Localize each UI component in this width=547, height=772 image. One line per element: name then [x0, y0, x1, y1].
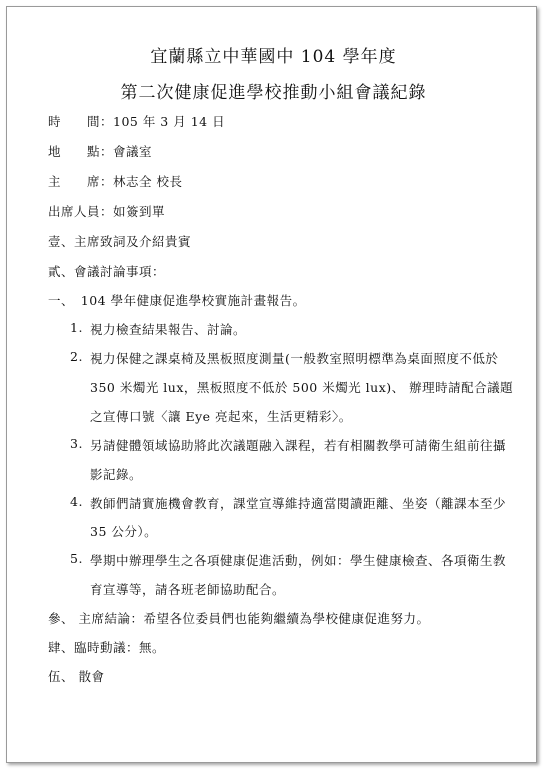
list-item-text: 另請健體領域協助將此次議題融入課程，若有相關教學可請衛生組前往攝	[90, 438, 507, 453]
meeting-attendees: 出席人員：如簽到單	[48, 204, 166, 219]
list-item-number: 2.	[70, 349, 83, 364]
list-item-number: 3.	[70, 436, 83, 451]
list-item-text: 學期中辦理學生之各項健康促進活動，例如：學生健康檢查、各項衛生教	[90, 553, 507, 568]
list-item-text: 影記錄。	[90, 467, 143, 482]
list-item-number: 1.	[70, 320, 83, 335]
section-2-sub-1: 一、 104 學年健康促進學校實施計畫報告。	[48, 293, 306, 308]
list-item-text: 視力檢查結果報告、討論。	[90, 322, 247, 337]
meeting-time: 時 間：105 年 3 月 14 日	[48, 114, 226, 129]
list-item-text: 之宣傳口號〈讓 Eye 亮起來，生活更精彩〉。	[90, 409, 352, 424]
list-item-number: 5.	[70, 551, 83, 566]
section-2: 貳、會議討論事項：	[48, 264, 166, 279]
document-subtitle: 第二次健康促進學校推動小組會議紀錄	[120, 83, 427, 103]
list-item-text: 育宣導等，請各班老師協助配合。	[90, 582, 286, 597]
meeting-chair: 主 席：林志全 校長	[48, 174, 183, 189]
section-5: 伍、 散會	[48, 669, 105, 684]
section-4: 肆、臨時動議：無。	[48, 640, 166, 655]
list-item-text: 視力保健之課桌椅及黑板照度測量(一般教室照明標準為桌面照度不低於	[90, 351, 499, 366]
list-item-number: 4.	[70, 494, 83, 509]
meeting-place: 地 點：會議室	[48, 144, 153, 159]
document-title: 宜蘭縣立中華國中 104 學年度	[150, 47, 397, 67]
section-1: 壹、主席致詞及介紹貴賓	[48, 234, 192, 249]
list-item-text: 35 公分）。	[90, 524, 158, 539]
section-3: 參、 主席結論：希望各位委員們也能夠繼續為學校健康促進努力。	[48, 611, 430, 626]
list-item-text: 350 米燭光 lux，黑板照度不低於 500 米燭光 lux)、 辦理時請配合議題	[90, 380, 514, 395]
list-item-text: 教師們請實施機會教育，課堂宣導維持適當閱讀距離、坐姿（離課本至少	[90, 496, 507, 511]
